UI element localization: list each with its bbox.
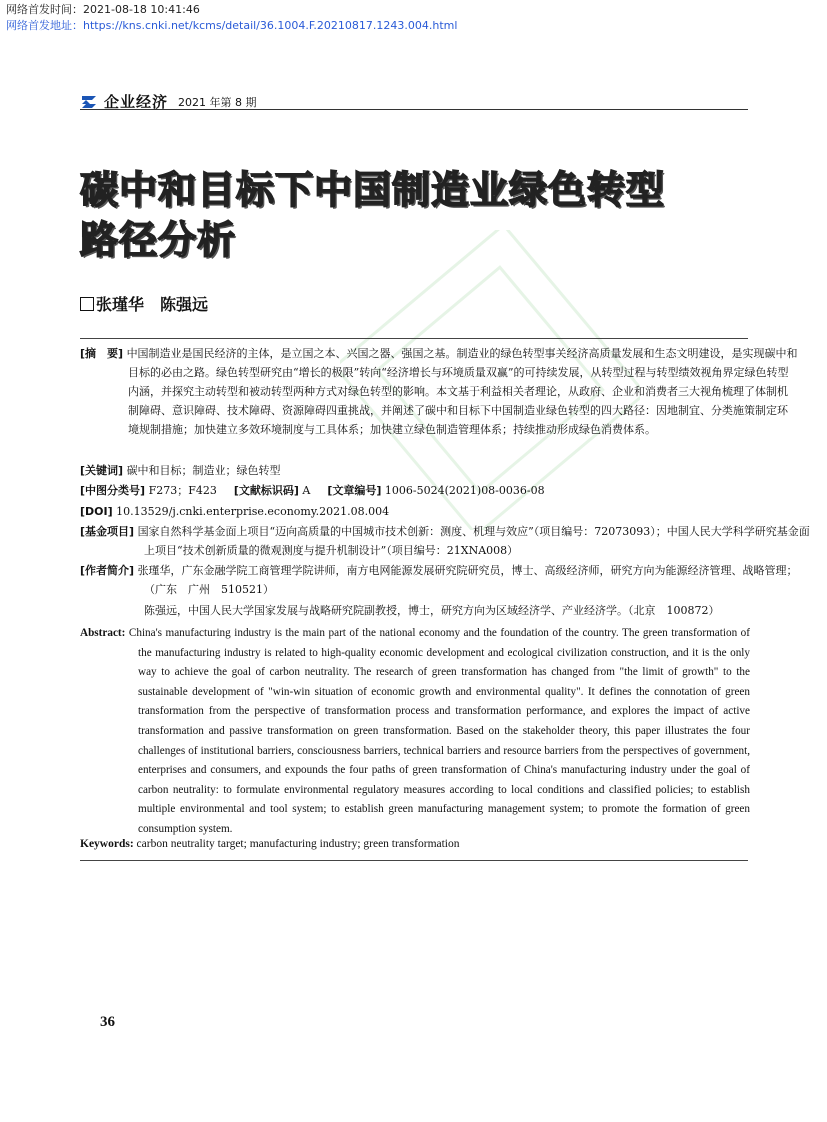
journal-header <box>80 91 748 110</box>
keywords-cn-label: [关键词] <box>80 464 124 477</box>
keywords-cn <box>80 461 750 480</box>
abstract-cn <box>80 344 798 439</box>
abstract-cn-label: [摘 要] <box>80 347 124 360</box>
keywords-en <box>80 838 460 850</box>
abstract-en-text: China's manufacturing industry is the main part of the national economy and the foundation of the country. The green transformation of the manufacturing industry is related to high-quality economic development and ecological civilization construction, and it is the only way to achieve the goal of carbon neutrality. The research of green transformation has changed from "the limit of growth" to the sustainable development of "win-win situation of economic growth and environmental quality". It defines the connotation of green transformation from the perspective of transformation process and transformation performance, and explores the impact of active transformation and passive transformation on green transformation. Based on the stakeholder theory, this paper illustrates the four challenges of institutional barriers, consciousness barriers, technical barriers and resource barriers from the perspectives of government, enterprises and consumers, and expounds the four paths of green transformation of China's manufacturing industry under the goal of carbon neutrality: to formulate environmental regulatory measures according to local conditions and classified policies; to establish multiple environmental and tool system; to establish green manufacturing management system; to promote the formation of green consumption system. <box>128 627 750 835</box>
journal-logo-icon <box>80 94 100 110</box>
doi-value[interactable]: 10.13529/j.cnki.enterprise.economy.2021.08.004 <box>116 505 390 518</box>
keywords-en-label: Keywords: <box>80 838 134 850</box>
title-line-1: 碳中和目标下中国制造业绿色转型 <box>80 168 666 212</box>
article-title <box>80 165 760 265</box>
authors <box>80 292 208 315</box>
clc-value: F273；F423 <box>148 484 217 497</box>
author-info-label: [作者简介] <box>80 564 135 577</box>
author-info <box>80 561 814 599</box>
keywords-cn-text: 碳中和目标；制造业；绿色转型 <box>126 464 281 477</box>
abstract-en <box>80 624 750 840</box>
doc-code-value: A <box>302 484 311 497</box>
doc-code-label: [文献标识码] <box>233 484 299 497</box>
title-line-2: 路径分析 <box>80 218 237 262</box>
first-publish-url[interactable]: 网络首发地址：https://kns.cnki.net/kcms/detail/36.1004.F.20210817.1243.004.html <box>6 19 458 32</box>
article-number-label: [文章编号] <box>327 484 382 497</box>
page-number: 36 <box>100 1014 115 1030</box>
fund-info <box>80 522 814 560</box>
author-info-second <box>80 601 814 620</box>
keywords-en-text: carbon neutrality target; manufacturing industry; green transformation <box>136 838 460 850</box>
author-box-icon <box>80 297 94 311</box>
doi-label: [DOI] <box>80 505 113 518</box>
fund-text: 国家自然科学基金面上项目“迈向高质量的中国城市技术创新：测度、机理与效应”（项目编号：72073093）；中国人民大学科学研究基金面上项目“技术创新质量的微观测度与提升机制设计”（项目编号：21XNA008） <box>137 525 810 557</box>
clc-label: [中图分类号] <box>80 484 146 497</box>
journal-logo <box>80 91 257 112</box>
doi-line <box>80 502 750 521</box>
author-info-1: 张瑾华，广东金融学院工商管理学院讲师，南方电网能源发展研究院研究员，博士、高级经济师，研究方向为能源经济管理、战略管理；（广东 广州 510521） <box>137 564 798 596</box>
author-names: 张瑾华 陈强远 <box>96 295 209 314</box>
section-divider <box>80 338 748 339</box>
publication-meta <box>6 2 457 34</box>
issue-label: 2021 年第 8 期 <box>178 95 257 109</box>
classification-line <box>80 481 750 500</box>
bottom-divider <box>80 860 748 861</box>
abstract-en-label: Abstract: <box>80 627 126 639</box>
journal-name: 企业经济 <box>104 93 169 111</box>
first-publish-time: 网络首发时间：2021-08-18 10:41:46 <box>6 3 200 16</box>
abstract-cn-text: 中国制造业是国民经济的主体，是立国之本、兴国之器、强国之基。制造业的绿色转型事关经济高质量发展和生态文明建设，是实现碳中和目标的必由之路。绿色转型研究由“增长的极限”转向“经济增长与环境质量双赢”的可持续发展，从转型过程与转型绩效视角界定绿色转型内涵，并探究主动转型和被动转型两种方式对绿色转型的影响。本文基于利益相关者理论，从政府、企业和消费者三大视角梳理了体制机制障碍、意识障碍、技术障碍、资源障碍四重挑战，并阐述了碳中和目标下中国制造业绿色转型的四大路径：因地制宜、分类施策制定环境规制措施；加快建立多效环境制度与工具体系；加快建立绿色制造管理体系；持续推动形成绿色消费体系。 <box>126 347 798 436</box>
article-number-value: 1006-5024(2021)08-0036-08 <box>384 484 545 497</box>
author-info-2: 陈强远，中国人民大学国家发展与战略研究院副教授，博士，研究方向为区域经济学、产业经济学。（北京 100872） <box>144 604 720 617</box>
fund-label: [基金项目] <box>80 525 135 538</box>
